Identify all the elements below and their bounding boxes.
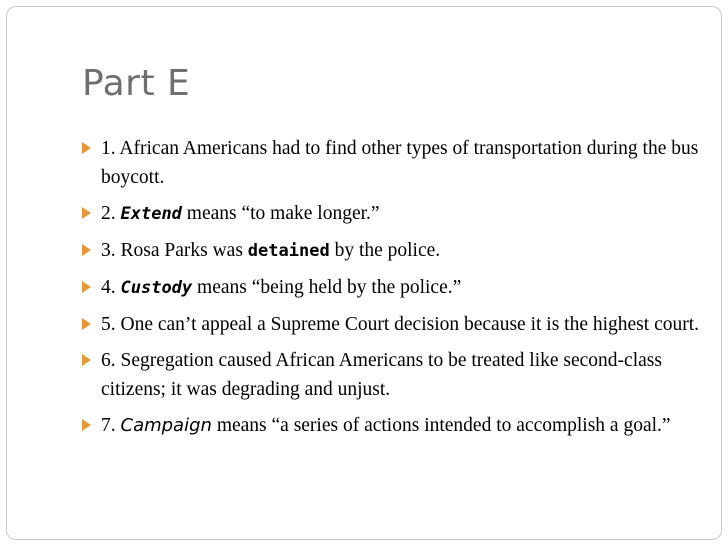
bullet-text-5: 5. One can’t appeal a Supreme Court decision because it is the highest court. bbox=[101, 314, 700, 335]
term-campaign: Campaign bbox=[120, 415, 212, 436]
bullet-triangle-icon bbox=[82, 354, 91, 366]
bullet-triangle-icon bbox=[82, 142, 91, 154]
bullet-triangle-icon bbox=[82, 419, 91, 431]
bullet-item-5 bbox=[80, 310, 720, 339]
bullet-triangle-icon bbox=[82, 207, 91, 219]
bullet-text-2-before: 2. bbox=[101, 203, 121, 224]
term-extend: Extend bbox=[120, 204, 182, 224]
bullet-text-4-before: 4. bbox=[101, 277, 121, 298]
bullet-text-6: 6. Segregation caused African Americans to be treated like second-class citizens; it was degrading and unjust. bbox=[101, 350, 662, 400]
bullet-item-2 bbox=[80, 199, 720, 229]
bullet-triangle-icon bbox=[82, 318, 91, 330]
bullet-list bbox=[80, 134, 720, 447]
bullet-text-3-before: 3. Rosa Parks was bbox=[101, 240, 248, 261]
bullet-item-6 bbox=[80, 346, 720, 404]
bullet-text-7-before: 7. bbox=[101, 415, 121, 436]
bullet-triangle-icon bbox=[82, 281, 91, 293]
bullet-text-4-after: means “being held by the police.” bbox=[192, 277, 462, 298]
bullet-triangle-icon bbox=[82, 244, 91, 256]
bullet-text-2-after: means “to make longer.” bbox=[181, 203, 380, 224]
bullet-item-3 bbox=[80, 236, 720, 266]
bullet-item-1 bbox=[80, 134, 720, 192]
term-custody: Custody bbox=[120, 278, 193, 298]
bullet-item-4 bbox=[80, 273, 720, 303]
bullet-item-7 bbox=[80, 411, 720, 440]
slide-title: Part E bbox=[82, 63, 191, 104]
bullet-text-1: 1. African Americans had to find other types of transportation during the bus boycott. bbox=[101, 138, 699, 188]
bullet-text-7-after: means “a series of actions intended to accomplish a goal.” bbox=[211, 415, 671, 436]
bullet-text-3-after: by the police. bbox=[329, 240, 441, 261]
term-detained: detained bbox=[247, 241, 330, 261]
